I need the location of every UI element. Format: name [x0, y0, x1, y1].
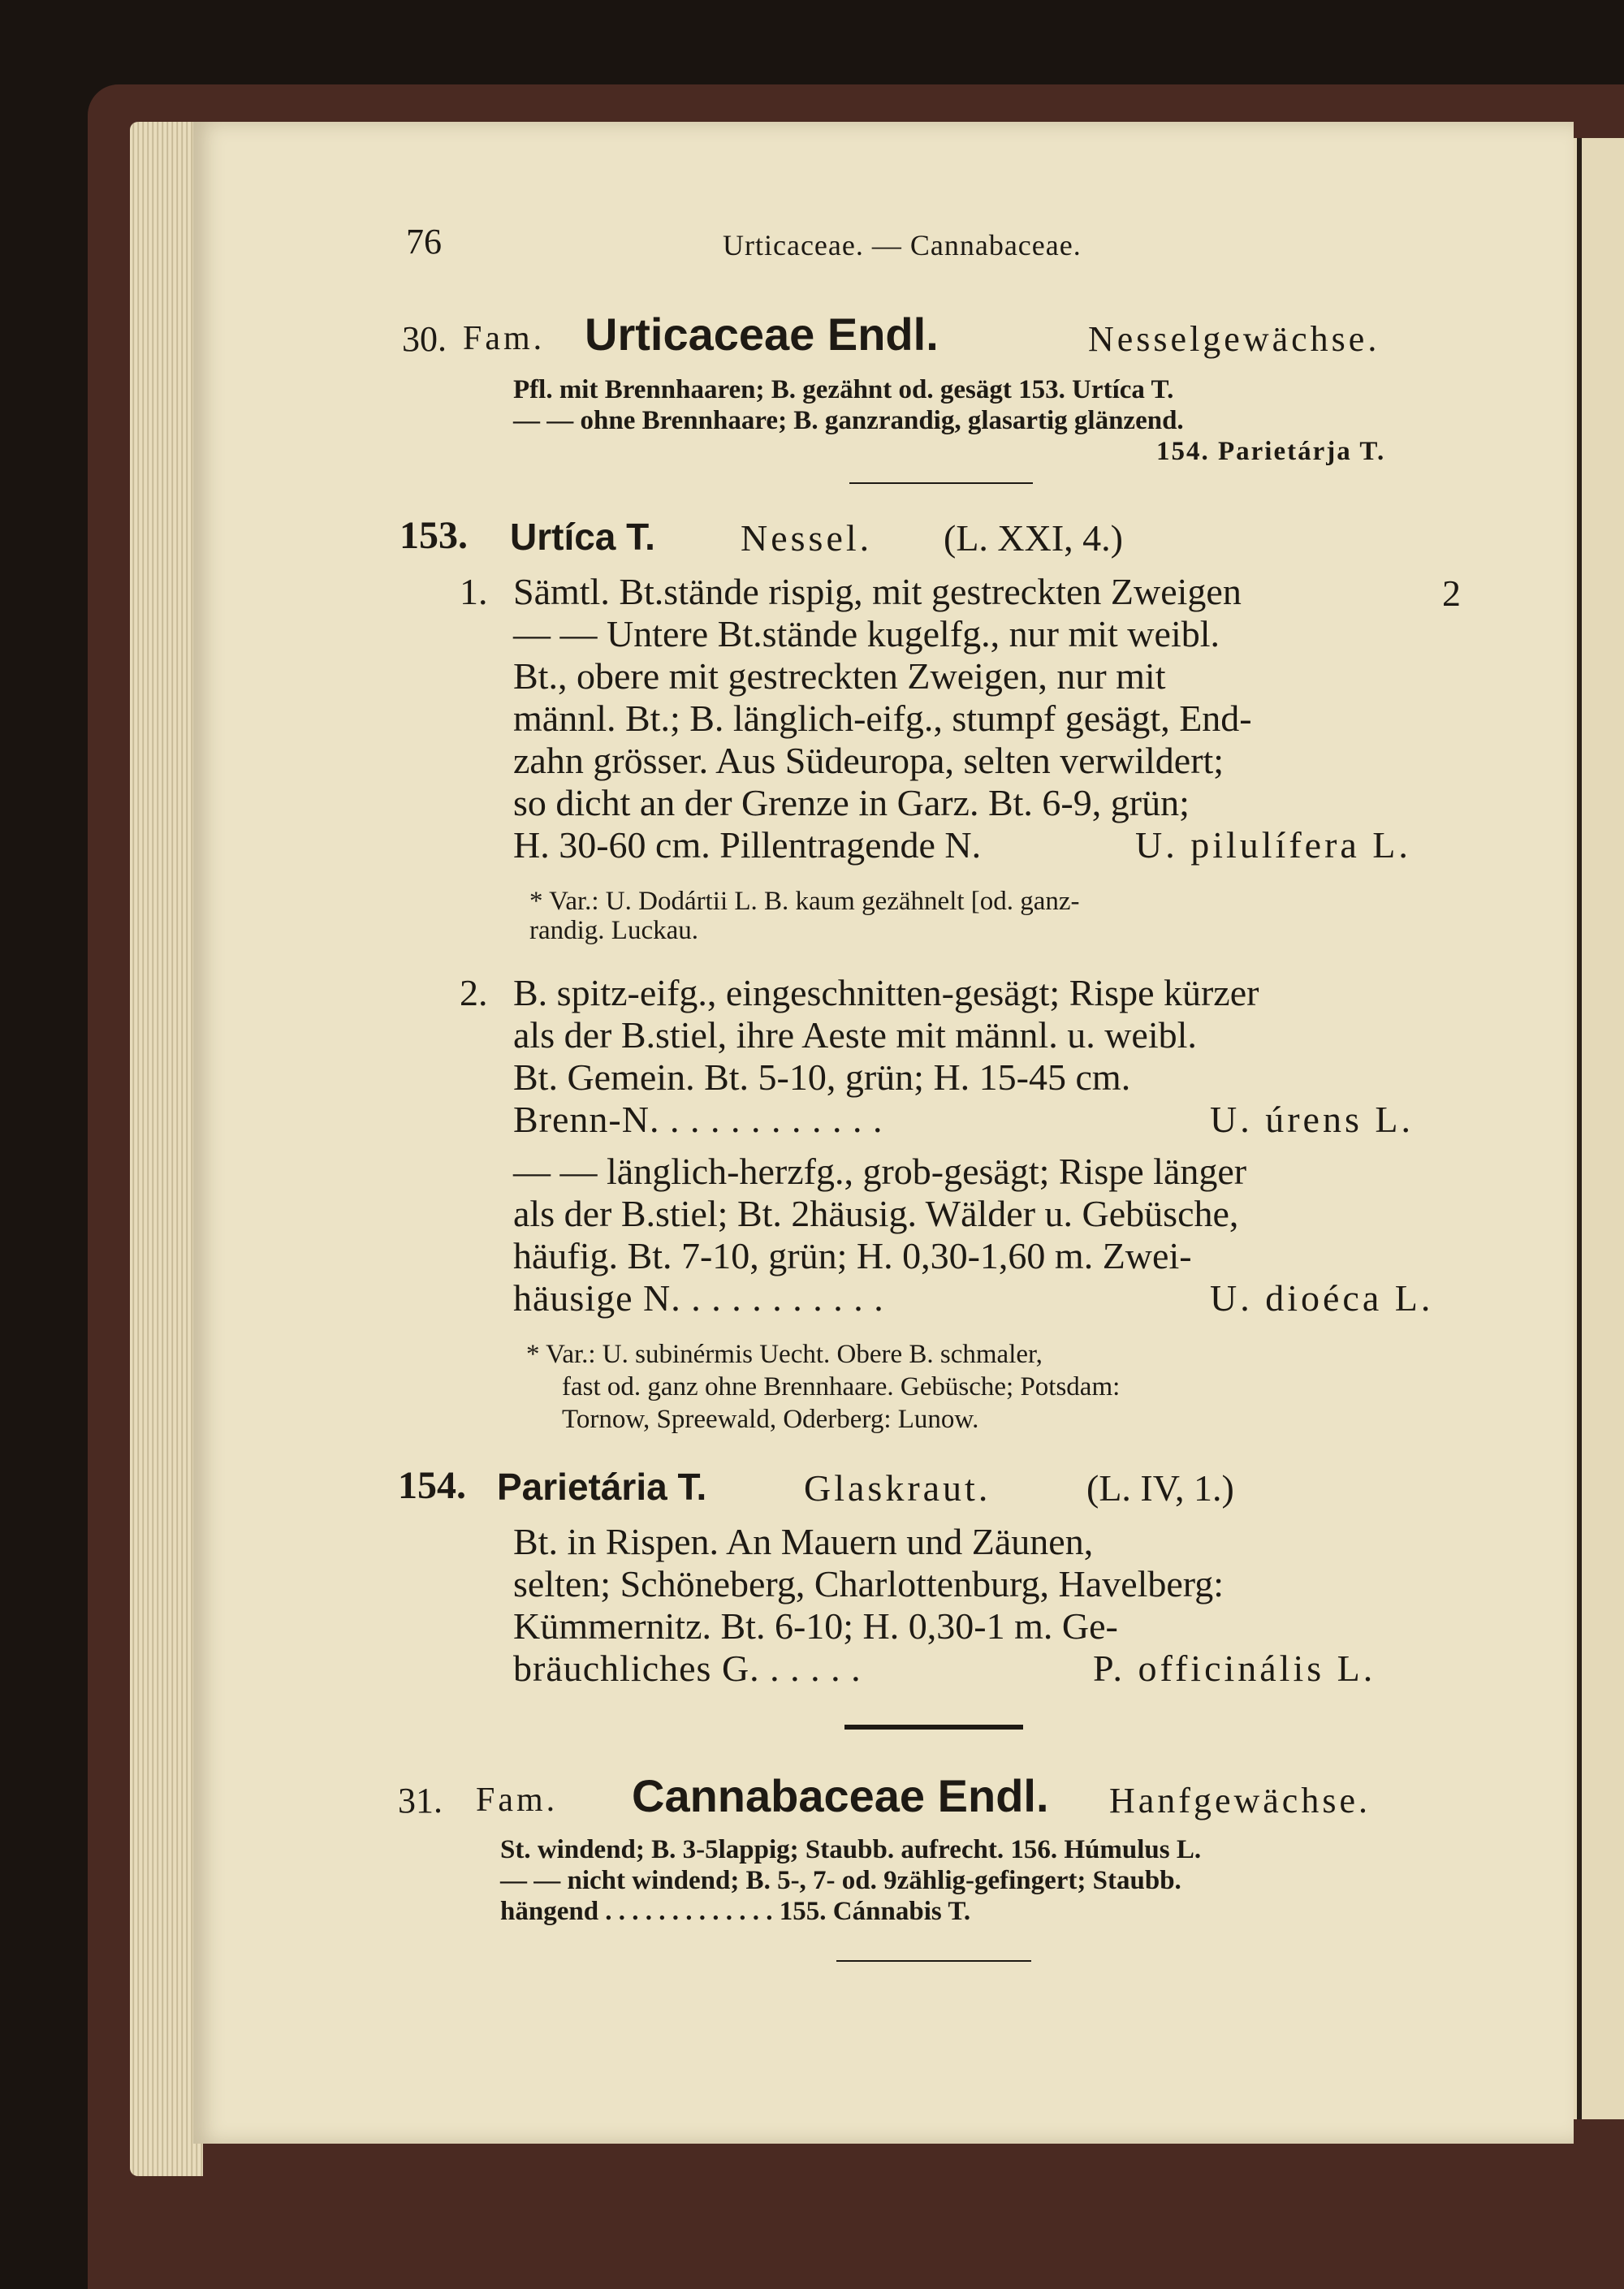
end-divider: [836, 1960, 1031, 1962]
lead-number: 1.: [460, 571, 488, 612]
text-line: — — länglich-herzfg., grob-gesägt; Rispe länger: [513, 1151, 1247, 1192]
lead-number: 2.: [460, 972, 488, 1013]
genus-reference: (L. XXI, 4.): [944, 517, 1123, 559]
key-line: 154. Parietárja T.: [1156, 437, 1386, 466]
text-line: als der B.stiel; Bt. 2häusig. Wälder u. Gebüsche,: [513, 1193, 1239, 1234]
variety-note: fast od. ganz ohne Brennhaare. Gebüsche; Potsdam:: [562, 1372, 1121, 1401]
family-label: Fam.: [476, 1782, 559, 1819]
text-line: zahn grösser. Aus Südeuropa, selten verwildert;: [513, 740, 1224, 781]
family-label: Fam.: [463, 320, 546, 357]
text-line: Brenn-N. . . . . . . . . . . .: [513, 1099, 883, 1140]
text-line: häufig. Bt. 7-10, grün; H. 0,30-1,60 m. Zwei-: [513, 1235, 1192, 1276]
section-divider: [844, 1725, 1023, 1730]
text-line: Bt., obere mit gestreckten Zweigen, nur mit: [513, 655, 1166, 697]
divider: [849, 482, 1033, 484]
text-line: B. spitz-eifg., eingeschnitten-gesägt; Rispe kürzer: [513, 972, 1259, 1013]
family-number: 31.: [398, 1781, 443, 1820]
genus-name: Urtíca T.: [510, 516, 655, 558]
genus-common-name: Glaskraut.: [804, 1467, 991, 1509]
genus-number: 153.: [400, 514, 468, 557]
family-name: Urticaceae Endl.: [585, 309, 939, 360]
family-number: 30.: [402, 319, 447, 359]
text-line: so dicht an der Grenze in Garz. Bt. 6-9, grün;: [513, 782, 1190, 823]
text-line: Bt. in Rispen. An Mauern und Zäunen,: [513, 1521, 1094, 1562]
running-title: Urticaceae. — Cannabaceae.: [723, 229, 1082, 261]
text-line: — — Untere Bt.stände kugelfg., nur mit weibl.: [513, 613, 1220, 654]
text-line: Kümmernitz. Bt. 6-10; H. 0,30-1 m. Ge-: [513, 1605, 1118, 1647]
species-name: U. pilulífera L.: [1135, 824, 1411, 866]
text-line: als der B.stiel, ihre Aeste mit männl. u. weibl.: [513, 1014, 1197, 1056]
key-line: — — nicht windend; B. 5-, 7- od. 9zählig-gefingert; Staubb.: [500, 1866, 1181, 1895]
text-line: H. 30-60 cm. Pillentragende N.: [513, 824, 982, 866]
text-line: selten; Schöneberg, Charlottenburg, Havelberg:: [513, 1563, 1224, 1604]
genus-number: 154.: [398, 1464, 466, 1507]
text-line: Sämtl. Bt.stände rispig, mit gestreckten Zweigen: [513, 571, 1242, 612]
text-line: männl. Bt.; B. länglich-eifg., stumpf gesägt, End-: [513, 697, 1252, 739]
facing-page-edge: [1574, 138, 1624, 2119]
variety-note: * Var.: U. Dodártii L. B. kaum gezähnelt [od. ganz-: [529, 887, 1080, 916]
species-name: U. dioéca L.: [1210, 1277, 1434, 1319]
variety-note: * Var.: U. subinérmis Uecht. Obere B. schmaler,: [526, 1340, 1043, 1369]
key-line: Pfl. mit Brennhaaren; B. gezähnt od. gesägt 153. Urtíca T.: [513, 375, 1174, 404]
page-edges: [130, 122, 203, 2176]
genus-reference: (L. IV, 1.): [1086, 1467, 1234, 1509]
species-name: P. officinális L.: [1093, 1648, 1376, 1689]
key-line: — — ohne Brennhaare; B. ganzrandig, glasartig glänzend.: [513, 406, 1184, 435]
family-name: Cannabaceae Endl.: [632, 1770, 1049, 1821]
variety-note: randig. Luckau.: [529, 916, 699, 945]
lead-reference: 2: [1442, 572, 1461, 614]
genus-name: Parietária T.: [497, 1466, 707, 1508]
key-line: St. windend; B. 3-5lappig; Staubb. aufrecht. 156. Húmulus L.: [500, 1835, 1202, 1864]
text-line: häusige N. . . . . . . . . . .: [513, 1277, 884, 1319]
species-name: U. úrens L.: [1210, 1099, 1414, 1140]
key-line: hängend . . . . . . . . . . . . . 155. Cánnabis T.: [500, 1897, 971, 1926]
text-line: Bt. Gemein. Bt. 5-10, grün; H. 15-45 cm.: [513, 1056, 1131, 1098]
family-common-name: Hanfgewächse.: [1109, 1781, 1371, 1820]
variety-note: Tornow, Spreewald, Oderberg: Lunow.: [562, 1405, 979, 1434]
genus-common-name: Nessel.: [741, 517, 873, 559]
family-common-name: Nesselgewächse.: [1088, 319, 1380, 359]
text-line: bräuchliches G. . . . . .: [513, 1648, 862, 1689]
page-number: 76: [406, 222, 442, 261]
